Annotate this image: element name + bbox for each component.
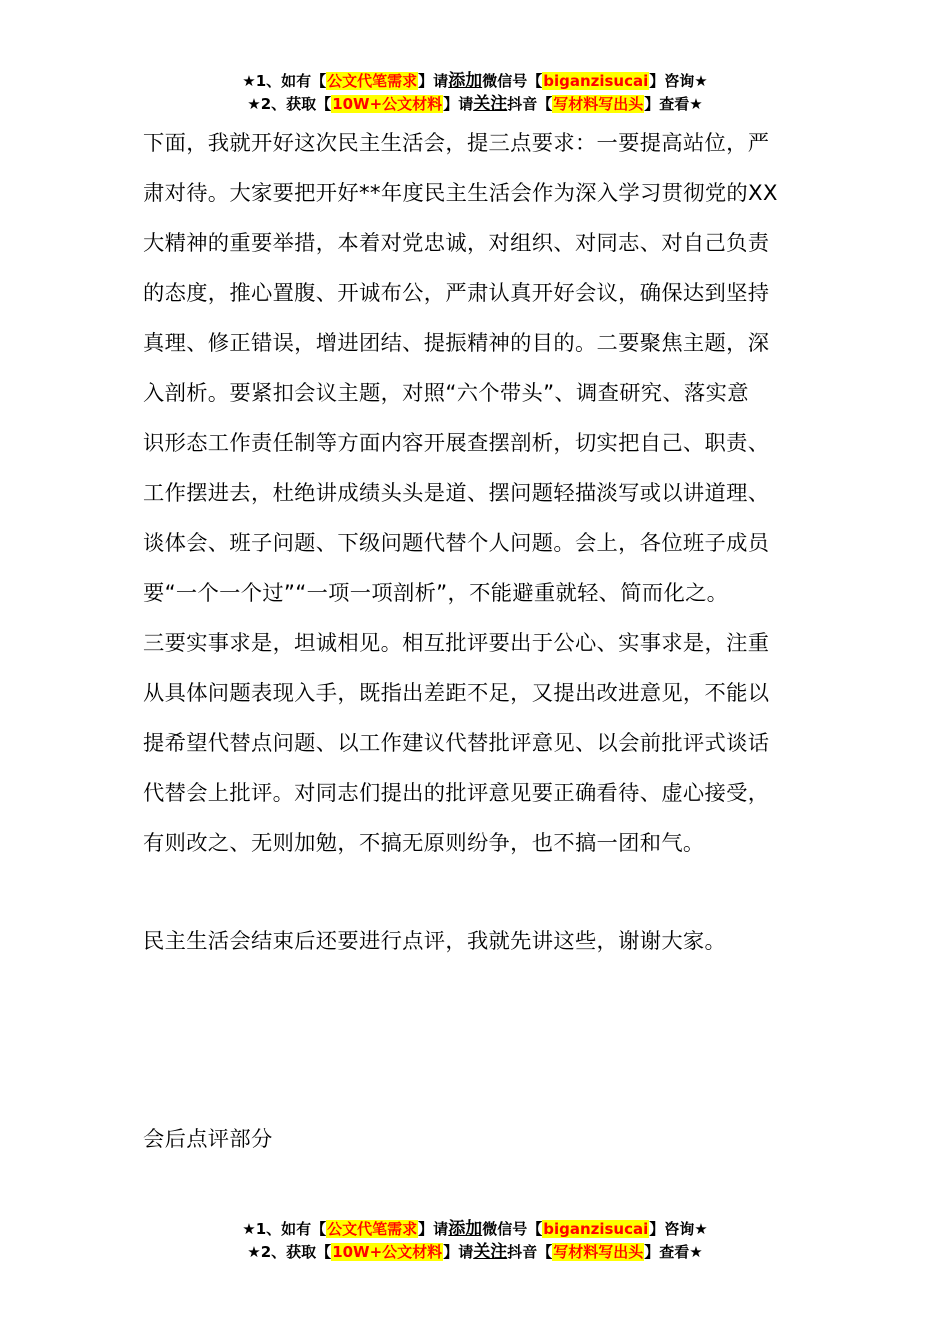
paragraph-line: 三要实事求是，坦诚相见。相互批评要出于公心、实事求是，注重 <box>143 631 770 656</box>
promo-highlight: 公文代笔需求 <box>327 1220 418 1238</box>
promo-text: 】请 <box>418 72 449 90</box>
promo-text: 】请 <box>443 1243 474 1261</box>
paragraph-line: 下面，我就开好这次民主生活会，提三点要求：一要提高站位，严 <box>143 131 770 156</box>
paragraph-closing <box>143 917 808 967</box>
paragraph-line: 真理、修正错误，增进团结、提振精神的目的。二要聚焦主题，深 <box>143 331 770 356</box>
closing-line: 民主生活会结束后还要进行点评，我就先讲这些，谢谢大家。 <box>143 929 727 954</box>
promo-emphasis: 添加 <box>448 71 483 91</box>
paragraph-line: 入剖析。要紧扣会议主题，对照“六个带头”、调查研究、落实意 <box>143 381 749 406</box>
promo-text: 】请 <box>443 95 474 113</box>
promo-douyin-id: 写材料写出头 <box>553 1243 644 1261</box>
paragraph-line: 有则改之、无则加勉，不搞无原则纷争，也不搞一团和气。 <box>143 831 705 856</box>
footer-promo-line-2 <box>0 1241 950 1264</box>
footer-promo-banner <box>0 1218 950 1264</box>
header-promo-line-2 <box>0 93 950 116</box>
promo-prefix: ★1、如有【 <box>242 1220 327 1238</box>
promo-suffix: 】咨询★ <box>649 1220 708 1238</box>
promo-highlight: 10W+公文材料 <box>332 1243 443 1261</box>
promo-text: 微信号【 <box>482 1220 543 1238</box>
promo-wechat-id: biganzisucai <box>543 72 649 90</box>
promo-wechat-id: biganzisucai <box>543 1220 649 1238</box>
paragraph-line: 工作摆进去，杜绝讲成绩头头是道、摆问题轻描淡写或以讲道理、 <box>143 481 770 506</box>
paragraph-line: 肃对待。大家要把开好**年度民主生活会作为深入学习贯彻党的XX <box>143 181 778 206</box>
promo-text: 抖音【 <box>507 1243 553 1261</box>
footer-promo-line-1 <box>0 1218 950 1241</box>
paragraph-line: 要“一个一个过”“一项一项剖析”，不能避重就轻、简而化之。 <box>143 581 729 606</box>
promo-highlight: 10W+公文材料 <box>332 95 443 113</box>
promo-suffix: 】查看★ <box>644 1243 703 1261</box>
paragraph-line: 提希望代替点问题、以工作建议代替批评意见、以会前批评式谈话 <box>143 731 770 756</box>
paragraph-requirements <box>143 119 808 869</box>
promo-prefix: ★2、获取【 <box>247 95 332 113</box>
header-promo-line-1 <box>0 70 950 93</box>
paragraph-line: 谈体会、班子问题、下级问题代替个人问题。会上，各位班子成员 <box>143 531 770 556</box>
paragraph-line: 的态度，推心置腹、开诚布公，严肃认真开好会议，确保达到坚持 <box>143 281 770 306</box>
promo-emphasis: 关注 <box>473 94 508 114</box>
promo-text: 微信号【 <box>482 72 543 90</box>
paragraph-line: 大精神的重要举措，本着对党忠诚，对组织、对同志、对自己负责 <box>143 231 770 256</box>
section-heading <box>143 1115 808 1165</box>
promo-emphasis: 关注 <box>473 1242 508 1262</box>
promo-highlight: 公文代笔需求 <box>327 72 418 90</box>
paragraph-line: 从具体问题表现入手，既指出差距不足，又提出改进意见，不能以 <box>143 681 770 706</box>
promo-text: 抖音【 <box>507 95 553 113</box>
document-body <box>143 119 808 869</box>
paragraph-line: 识形态工作责任制等方面内容开展查摆剖析，切实把自己、职责、 <box>143 431 770 456</box>
promo-suffix: 】查看★ <box>644 95 703 113</box>
promo-douyin-id: 写材料写出头 <box>553 95 644 113</box>
promo-prefix: ★1、如有【 <box>242 72 327 90</box>
promo-emphasis: 添加 <box>448 1219 483 1239</box>
paragraph-line: 代替会上批评。对同志们提出的批评意见要正确看待、虚心接受， <box>143 781 770 806</box>
promo-prefix: ★2、获取【 <box>247 1243 332 1261</box>
promo-text: 】请 <box>418 1220 449 1238</box>
promo-suffix: 】咨询★ <box>649 72 708 90</box>
header-promo-banner <box>0 70 950 116</box>
section-heading-text: 会后点评部分 <box>143 1127 273 1152</box>
